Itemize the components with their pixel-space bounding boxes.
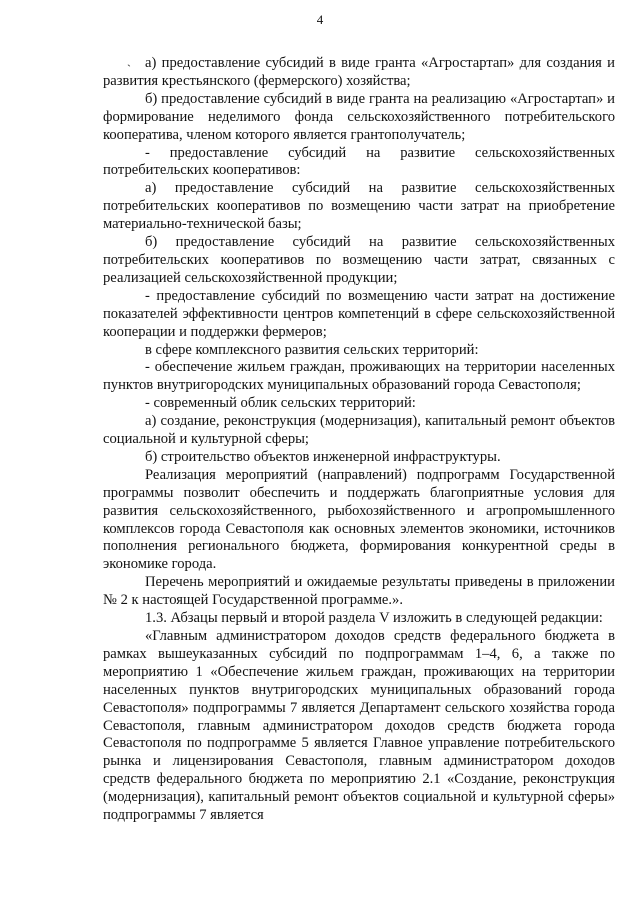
paragraph: б) предоставление субсидий в виде гранта на реализацию «Агростартап» и формирование неделимого фонда сельскохозяйственного потребительского кооператива, членом которого является грантополучатель; <box>103 90 615 143</box>
paragraph: б) строительство объектов инженерной инфраструктуры. <box>145 448 501 465</box>
paragraph: «Главным администратором доходов средств федерального бюджета в рамках вышеуказанных субсидий по подпрограммам 1–4, 6, а также по мероприятию 1 «Обеспечение жильем граждан, проживающих на территории населенных пунктов внутригородских муниципальных образований города Севастополя» подпрограммы 7 является Департамент сельского хозяйства города Севастополя, главным администратором доходов средств бюджета города Севастополя по подпрограмме 5 является Главное управление потребительского рынка и лицензирования Севастополя, главным администратором доходов средств федерального бюджета по мероприятию 2.1 «Создание, реконструкция (модернизация), капитальный ремонт объектов социальной и культурной сферы» подпрограммы 7 является <box>103 628 615 824</box>
document-body <box>103 55 615 825</box>
paragraph: а) создание, реконструкция (модернизация), капитальный ремонт объектов социальной и культурной сферы; <box>103 413 615 448</box>
paragraph: а) предоставление субсидий на развитие сельскохозяйственных потребительских кооперативов по возмещению части затрат на приобретение материально-технической базы; <box>103 180 615 233</box>
paragraph: Реализация мероприятий (направлений) подпрограмм Государственной программы позволит обеспечить и поддержать благоприятные условия для развития сельскохозяйственного, рыбохозяйственного и агропромышленного комплексов города Севастополя как основных элементов экономики, источников пополнения регионального бюджета, формирования конкурентной среды в экономике города. <box>103 466 615 573</box>
paragraph: б) предоставление субсидий на развитие сельскохозяйственных потребительских кооперативов по возмещению части затрат, связанных с реализацией сельскохозяйственной продукции; <box>103 234 615 286</box>
paragraph: Перечень мероприятий и ожидаемые результаты приведены в приложении № 2 к настоящей Государственной программе.». <box>103 574 615 609</box>
page-number: 4 <box>316 12 324 27</box>
paragraph: - обеспечение жильем граждан, проживающих на территории населенных пунктов внутригородских муниципальных образований города Севастополя; <box>103 359 615 394</box>
paragraph: 1.3. Абзацы первый и второй раздела V изложить в следующей редакции: <box>145 610 603 627</box>
paragraph: в сфере комплексного развития сельских территорий: <box>145 341 479 358</box>
scan-artifact-mark: ` <box>127 62 131 76</box>
paragraph: а) предоставление субсидий в виде гранта «Агростартап» для создания и развития крестьянского (фермерского) хозяйства; <box>103 55 615 89</box>
paragraph: - современный облик сельских территорий: <box>145 395 416 412</box>
paragraph: - предоставление субсидий на развитие сельскохозяйственных потребительских кооперативов: <box>103 144 615 179</box>
paragraph: - предоставление субсидий по возмещению части затрат на достижение показателей эффективности центров компетенций в сфере сельскохозяйственной кооперации и поддержки фермеров; <box>103 287 615 340</box>
